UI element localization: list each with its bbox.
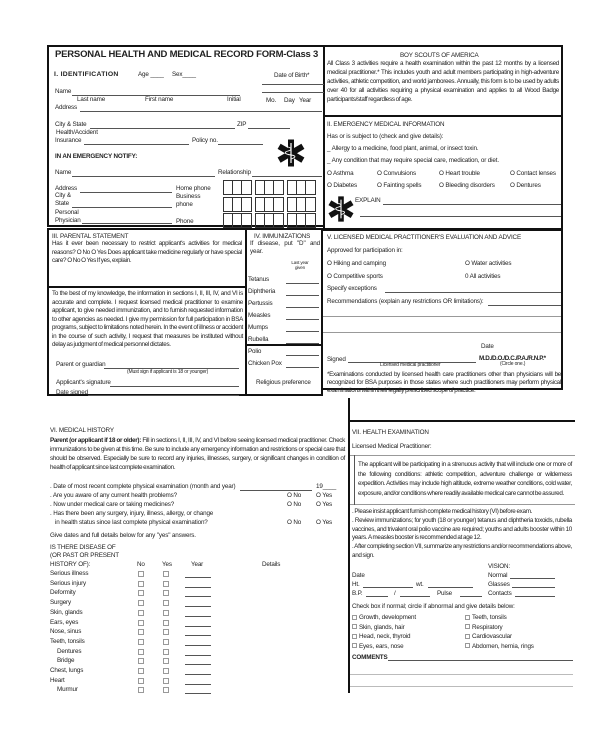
approved-label: Approved for participation in: xyxy=(327,247,403,254)
immunization-label: Rubella xyxy=(248,336,269,343)
business-phone-label: phone xyxy=(176,201,193,208)
immunization-label: Polio xyxy=(248,348,262,355)
medical-care-question: . Now under medical care or taking medicines? xyxy=(50,501,175,508)
star-of-life-icon xyxy=(327,195,355,223)
practitioner-footnote: *Examinations conducted by licensed health care practitioners other than physicians will be recognized for BSA purposes in those states where such practitioners may perform physical examinations within their legally prescribed scope of practice. xyxy=(327,371,561,394)
history-no-checkbox[interactable] xyxy=(138,639,144,645)
address-label: Address xyxy=(55,104,78,111)
diabetes-option[interactable]: O Diabetes xyxy=(327,182,357,189)
immunization-field[interactable] xyxy=(286,331,319,332)
history-row-label: Bridge xyxy=(57,657,75,665)
health-problems-question: . Are you aware of any current health problems? xyxy=(50,492,178,499)
heart-trouble-option[interactable]: O Heart trouble xyxy=(439,170,480,177)
insurance-field[interactable] xyxy=(84,144,189,145)
licensed-caption: Licensed medical practitioner xyxy=(380,362,441,368)
policy-label: Policy no. xyxy=(192,137,218,144)
bp-label: B.P. xyxy=(352,590,363,597)
sex-field[interactable]: Sex____ xyxy=(172,71,196,78)
history-year-field[interactable] xyxy=(185,645,211,646)
bsa-title: BOY SCOUTS OF AMERICA xyxy=(400,52,479,59)
water-option[interactable]: O Water activities xyxy=(465,260,512,267)
history-no-checkbox[interactable] xyxy=(138,571,144,577)
history-row-label: Heart xyxy=(50,676,65,684)
comments-label: COMMENTS xyxy=(352,654,388,661)
fainting-option[interactable]: O Fainting spells xyxy=(377,182,422,189)
history-row-label: Chest, lungs xyxy=(50,667,84,674)
history-yes-checkbox[interactable] xyxy=(163,639,169,645)
history-yes-checkbox[interactable] xyxy=(163,600,169,606)
immunization-label: Pertussis xyxy=(248,300,273,307)
history-row-label: Deformity xyxy=(50,589,76,597)
history-year-field[interactable] xyxy=(185,635,211,636)
instruction-bullet: . After completing section VII, summarize any restrictions and/or recommendations above, and sign. xyxy=(352,543,572,559)
home-phone-field[interactable] xyxy=(223,180,316,195)
medical-history-intro xyxy=(50,436,345,472)
change-question: . Has there been any surgery, injury, illness, allergy, or change xyxy=(50,510,214,517)
relationship-label: Relationship xyxy=(218,169,251,176)
insurance-label: Insurance xyxy=(55,137,82,144)
bsa-text: All Class 3 activities require a health examination within the past 12 months by a licensed medical practitioner.* This includes youth and adult members participating in high-adventure activities, athletic competition, and world jamborees. Annually, this form is to be used by adults over 40 for all activities requiring a physical examination and applies to all Wood Badge participants/staff regardless of age. xyxy=(327,60,559,103)
history-year-field[interactable] xyxy=(185,684,211,685)
last-exam-question: . Date of most recent complete physical examination (month and year) xyxy=(50,483,236,490)
immunization-field[interactable] xyxy=(286,355,319,356)
column-year: Year xyxy=(191,561,204,568)
divider xyxy=(323,332,561,333)
relationship-field[interactable] xyxy=(252,176,322,177)
age-field[interactable]: Age ____ xyxy=(138,71,164,78)
weight-field[interactable] xyxy=(428,587,473,588)
year-caption: Year xyxy=(299,97,312,104)
physician-label: Physician xyxy=(55,217,81,224)
exam-checkbox[interactable] xyxy=(465,643,470,648)
column-no: No xyxy=(137,561,145,568)
explain-field-line[interactable] xyxy=(360,216,561,217)
history-row-label: Murmur xyxy=(57,686,78,694)
history-no-checkbox[interactable] xyxy=(138,581,144,587)
check-instructions: Check box if normal; circle if abnormal and give details below: xyxy=(352,603,515,610)
physician-field[interactable] xyxy=(82,223,172,224)
weight-label: wt. xyxy=(416,581,424,588)
degrees-options[interactable]: M.D./D.O./D.C./P.A./R.N.P.* xyxy=(479,355,546,362)
exam-checkbox[interactable] xyxy=(352,624,357,629)
give-details-note: Give dates and full details below for any "yes" answers. xyxy=(50,532,196,539)
bp-slash: / xyxy=(394,590,396,597)
form-title: PERSONAL HEALTH AND MEDICAL RECORD FORM-Class 3 xyxy=(55,49,319,60)
comments-line[interactable] xyxy=(350,674,573,675)
allergy-checkbox[interactable]: _ Allergy to a medicine, food plant, animal, or insect toxin. xyxy=(327,145,479,152)
change-question-cont: in health status since last complete physical examination? xyxy=(55,519,208,526)
date-label: Date xyxy=(481,343,494,350)
exam-checkbox[interactable] xyxy=(352,634,357,639)
emergency-name-label: Name xyxy=(55,169,72,176)
history-no-checkbox[interactable] xyxy=(138,658,144,664)
height-field[interactable] xyxy=(363,587,413,588)
change-no[interactable]: O No xyxy=(287,519,302,526)
history-yes-checkbox[interactable] xyxy=(163,678,169,684)
bp-diastolic-field[interactable] xyxy=(400,596,430,597)
history-row-label: Ears, eyes xyxy=(50,618,79,626)
initial-caption: Initial xyxy=(227,96,241,103)
state-label: State xyxy=(55,200,69,207)
history-row-label: Dentures xyxy=(57,647,82,655)
exam-check-label: Abdomen, hernia, rings xyxy=(472,642,534,650)
change-yes[interactable]: O Yes xyxy=(316,519,333,526)
medical-care-yes[interactable]: O Yes xyxy=(316,501,333,508)
emergency-heading: IN AN EMERGENCY NOTIFY: xyxy=(55,153,138,160)
last-exam-field[interactable] xyxy=(240,490,312,491)
exam-checkbox[interactable] xyxy=(465,615,470,620)
licensed-label: Licensed Medical Practitioner: xyxy=(352,443,432,450)
zip-field[interactable] xyxy=(248,128,290,129)
immunization-field[interactable] xyxy=(286,367,319,368)
dob-field[interactable] xyxy=(262,84,324,85)
contact-lenses-option[interactable]: O Contact lenses xyxy=(510,170,556,177)
recommendations-field[interactable] xyxy=(488,305,561,306)
immunization-field[interactable] xyxy=(286,319,319,320)
name-label: Name xyxy=(55,88,72,95)
last-given-caption: Last year given xyxy=(291,260,309,270)
must-sign-note: (Must sign if applicant is 18 or younger) xyxy=(127,369,209,375)
history-no-checkbox[interactable] xyxy=(138,678,144,684)
immunization-note: If disease, put "D" and year. xyxy=(250,240,320,255)
history-yes-checkbox[interactable] xyxy=(163,687,169,693)
dentures-option[interactable]: O Dentures xyxy=(510,182,541,189)
history-year-field[interactable] xyxy=(185,596,211,597)
history-yes-checkbox[interactable] xyxy=(163,620,169,626)
exceptions-label: Specify exceptions xyxy=(327,285,377,292)
history-year-field[interactable] xyxy=(185,626,211,627)
section-divider xyxy=(348,420,575,422)
contacts-label: Contacts xyxy=(488,590,512,597)
history-no-checkbox[interactable] xyxy=(138,590,144,596)
asthma-option[interactable]: O Asthma xyxy=(327,170,354,177)
column-details: Details xyxy=(262,561,281,568)
explain-field[interactable] xyxy=(383,204,561,205)
disease-heading: HISTORY OF): xyxy=(50,561,91,568)
medical-care-no[interactable]: O No xyxy=(287,501,302,508)
vision-normal-field[interactable] xyxy=(510,578,555,579)
immunization-field[interactable] xyxy=(286,307,319,308)
history-no-checkbox[interactable] xyxy=(138,629,144,635)
history-row-label: Skin, glands xyxy=(50,608,83,616)
history-no-checkbox[interactable] xyxy=(138,687,144,693)
emergency-intro: Has or is subject to (check and give details): xyxy=(327,133,444,140)
religious-preference-label: Religious preference xyxy=(256,379,311,386)
immunization-field[interactable] xyxy=(286,343,319,344)
applicant-signature-field[interactable] xyxy=(110,386,239,387)
signed-label: Signed xyxy=(327,356,346,363)
pulse-label: Pulse xyxy=(437,590,453,597)
height-label: Ht. xyxy=(352,581,360,588)
convulsions-option[interactable]: O Convulsions xyxy=(377,170,416,177)
history-row-label: Serious illness xyxy=(50,570,89,577)
hiking-option[interactable]: O Hiking and camping xyxy=(327,260,386,267)
circle-one-caption: (Circle one.) xyxy=(500,361,526,367)
parental-statement: To the best of my knowledge, the information in sections I, II, III, IV, and VI is accurate and complete. I request licensed medical practitioner to examine applicant, to give needed immunization, and to furnish requested information to other agencies as needed. I give my permission for full participation in BSA programs, subject to limitations noted herein. In the event of illness or accident in the course of such activity, I request that measures be instituted without delay as judgment of medical personnel dictates. xyxy=(52,290,243,348)
section-heading: VI. MEDICAL HISTORY xyxy=(50,427,114,434)
immunization-label: Chicken Pox xyxy=(248,360,282,367)
history-yes-checkbox[interactable] xyxy=(163,668,169,674)
history-yes-checkbox[interactable] xyxy=(163,610,169,616)
vision-label: VISION: xyxy=(488,563,511,570)
star-of-life-icon xyxy=(276,138,306,168)
vision-normal-label: Normal xyxy=(488,572,508,579)
history-row-label: Surgery xyxy=(50,599,71,607)
section-heading: II. EMERGENCY MEDICAL INFORMATION xyxy=(327,121,445,128)
exam-date-label: Date xyxy=(352,572,365,579)
history-year-field[interactable] xyxy=(185,693,211,694)
emergency-address-label: Address xyxy=(55,185,78,192)
section-heading: VII. HEALTH EXAMINATION xyxy=(352,429,429,436)
history-year-field[interactable] xyxy=(185,577,211,578)
history-yes-checkbox[interactable] xyxy=(163,590,169,596)
dob-label: Date of Birth* xyxy=(274,72,310,79)
history-no-checkbox[interactable] xyxy=(138,610,144,616)
glasses-field[interactable] xyxy=(512,587,555,588)
comments-field[interactable] xyxy=(388,660,573,661)
business-phone-field[interactable] xyxy=(223,197,316,212)
exam-checkbox[interactable] xyxy=(352,615,357,620)
exam-check-label: Growth, development xyxy=(359,614,417,621)
divider xyxy=(323,316,561,317)
emergency-name-field[interactable] xyxy=(72,176,215,177)
bleeding-option[interactable]: O Bleeding disorders xyxy=(439,182,495,189)
competitive-option[interactable]: O Competitive sports xyxy=(327,273,383,280)
recommendations-label: Recommendations (explain any restrictions OR limitations): xyxy=(327,298,484,305)
date-signed-label: Date signed xyxy=(56,389,88,396)
condition-checkbox[interactable]: _ Any condition that may require special care, medication, or diet. xyxy=(327,157,499,164)
history-year-field[interactable] xyxy=(185,664,211,665)
last-exam-year[interactable]: 19____ xyxy=(316,483,337,490)
emergency-address-field[interactable] xyxy=(80,192,172,193)
bp-systolic-field[interactable] xyxy=(366,596,388,597)
policy-field[interactable] xyxy=(218,144,263,145)
history-year-field[interactable] xyxy=(185,606,211,607)
exam-check-label: Eyes, ears, nose xyxy=(359,642,404,650)
address-field[interactable] xyxy=(80,111,322,112)
parental-question: Has it ever been necessary to restrict applicant's activities for medical reasons? O No O Yes Does applicant take medicine regularly or have special care? O No O Yes If yes, explain. xyxy=(52,240,242,264)
instruction-bullet: . Review immunizations; for youth (18 or younger) tetanus and diphtheria toxoids, rubella vaccines, and trivalent oral polio vaccine are required; youths and adults booster within 10 years. A measles booster is recommended at age 12. xyxy=(352,517,572,541)
history-yes-checkbox[interactable] xyxy=(163,649,169,655)
exam-check-label: Cardiovascular xyxy=(472,633,512,640)
history-year-field[interactable] xyxy=(185,655,211,656)
column-yes: Yes xyxy=(162,561,172,568)
home-phone-label: Home phone xyxy=(176,185,211,192)
history-yes-checkbox[interactable] xyxy=(163,629,169,635)
history-yes-checkbox[interactable] xyxy=(163,581,169,587)
history-no-checkbox[interactable] xyxy=(138,600,144,606)
last-name-caption: Last name xyxy=(77,96,106,103)
health-problems-no[interactable]: O No xyxy=(287,492,302,499)
history-year-field[interactable] xyxy=(185,616,211,617)
history-row-label: Nose, sinus xyxy=(50,628,82,636)
history-row-label: Serious injury xyxy=(50,579,87,587)
history-year-field[interactable] xyxy=(185,587,211,588)
disease-heading: (OR PAST OR PRESENT xyxy=(50,552,119,559)
exam-check-label: Respiratory xyxy=(472,623,503,631)
first-name-caption: First name xyxy=(145,96,174,103)
section-heading: IV. IMMUNIZATIONS xyxy=(254,233,311,240)
history-no-checkbox[interactable] xyxy=(138,620,144,626)
exam-checkbox[interactable] xyxy=(465,624,470,629)
glasses-label: Glasses xyxy=(488,581,510,588)
applicant-signature-label: Applicant's signature xyxy=(56,379,111,386)
comments-line[interactable] xyxy=(350,686,573,687)
exam-checkbox[interactable] xyxy=(465,634,470,639)
immunization-label: Diphtheria xyxy=(248,288,276,295)
activity-notice: The applicant will be participating in a strenuous activity that will include one or more of the following conditions: athletic competition, adventure challenge or wilderness expedition. Activities may include high altitude, extreme weather conditions, cold water, exposure, and/or conditions where readily available medical care cannot be assured. xyxy=(358,461,572,497)
exceptions-field[interactable] xyxy=(385,292,561,293)
exam-checkbox[interactable] xyxy=(352,643,357,648)
day-caption: Day xyxy=(284,97,295,104)
city-field[interactable] xyxy=(90,128,235,129)
month-caption: Mo. xyxy=(266,97,277,104)
section-heading: I. IDENTIFICATION xyxy=(54,71,119,78)
health-problems-yes[interactable]: O Yes xyxy=(316,492,333,499)
date-signed-field[interactable] xyxy=(88,395,239,396)
exam-check-label: Skin, glands, hair xyxy=(359,623,405,631)
pulse-field[interactable] xyxy=(460,596,482,597)
history-no-checkbox[interactable] xyxy=(138,668,144,674)
history-year-field[interactable] xyxy=(185,674,211,675)
immunization-label: Measles xyxy=(248,312,271,319)
immunization-label: Mumps xyxy=(248,324,268,331)
city-label: City & xyxy=(55,192,71,199)
contacts-field[interactable] xyxy=(515,596,555,597)
divider xyxy=(354,455,355,505)
exam-check-label: Teeth, tonsils xyxy=(472,614,507,621)
parent-signature-label: Parent or guardian xyxy=(56,361,106,368)
immunization-label: Tetanus xyxy=(248,276,270,283)
history-no-checkbox[interactable] xyxy=(138,649,144,655)
dob-line xyxy=(262,92,324,93)
physician-phone-label: Phone xyxy=(176,218,194,225)
health-label: Health/Accident xyxy=(56,129,98,136)
all-activities-option[interactable]: 0 All activities xyxy=(465,273,501,280)
business-label: Business xyxy=(176,193,201,200)
city-state-field[interactable] xyxy=(72,207,172,208)
history-row-label: Teeth, tonsils xyxy=(50,637,85,645)
instruction-bullet: . Please insist applicant furnish complete medical history (VI) before exam. xyxy=(352,508,533,515)
city-label: City & State xyxy=(55,121,87,128)
history-yes-checkbox[interactable] xyxy=(163,571,169,577)
history-yes-checkbox[interactable] xyxy=(163,658,169,664)
exam-check-label: Head, neck, thyroid xyxy=(359,633,411,640)
immunization-field[interactable] xyxy=(286,295,319,296)
zip-label: ZIP xyxy=(237,121,247,128)
immunization-field[interactable] xyxy=(286,283,319,284)
personal-label: Personal xyxy=(55,209,79,216)
intro-bold: Parent (or applicant if 18 or older): xyxy=(50,437,141,444)
intro-text: Fill in sections I, II, III, IV, and VI before seeing licensed medical practitioner. Check immunizations to be given at this time. Be sure to include any emergency information and restrictions or special care that should be observed. Especially be sure to record any injuries, illnesses, surgery, or significant changes in condition of health of applicant since last complete examination. xyxy=(50,437,345,471)
section-divider xyxy=(348,398,350,693)
disease-heading: IS THERE DISEASE OF xyxy=(50,544,116,551)
physician-phone-field[interactable] xyxy=(223,213,316,228)
explain-label: EXPLAIN xyxy=(355,197,381,204)
section-heading: V. LICENSED MEDICAL PRACTITIONER'S EVALUATION AND ADVICE xyxy=(327,234,522,241)
section-heading: III. PARENTAL STATEMENT xyxy=(52,233,129,240)
